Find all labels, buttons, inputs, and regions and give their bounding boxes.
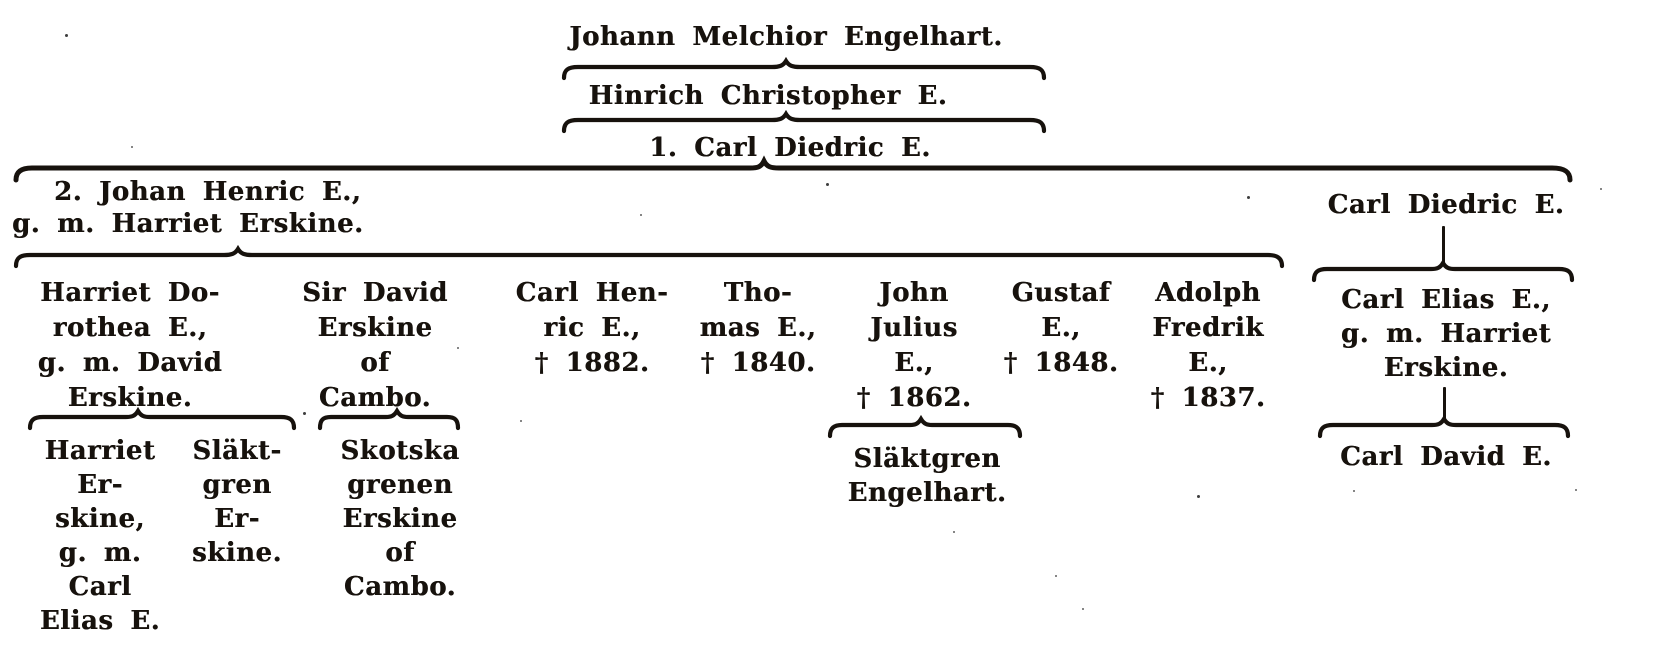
branch-slaktgren-engelhart <box>817 442 1037 510</box>
person-carl-diedric-1: 1. Carl Diedric E. <box>649 133 931 163</box>
scan-speck <box>520 420 522 422</box>
person-name-line: Harriet Do- <box>40 278 220 308</box>
person-name-line: † 1882. <box>534 348 650 378</box>
scan-speck <box>1353 490 1355 492</box>
descent-brace-johan-henric <box>14 248 1284 270</box>
branch-label-line: Skotska <box>340 436 460 466</box>
person-johan-henric <box>12 176 372 240</box>
descent-line-carl-diedric <box>1442 226 1445 264</box>
person-name-line: Elias E. <box>39 606 161 636</box>
branch-label-line: Erskine <box>342 504 458 534</box>
person-gustaf <box>991 276 1131 381</box>
descent-brace-carl-elias-child <box>1318 418 1570 440</box>
person-name-line: 2. Johan Henric E., <box>54 177 362 207</box>
branch-label-line: grenen <box>347 470 453 500</box>
person-name-line: g. m. Harriet <box>1340 319 1552 349</box>
person-name-line: Carl <box>68 572 132 602</box>
person-name-line: † 1848. <box>1003 348 1119 378</box>
branch-label-line: skine. <box>191 538 283 568</box>
person-name-line: † 1862. <box>856 383 972 413</box>
person-john-julius <box>844 276 984 416</box>
branch-label-line: Släktgren <box>853 444 1001 474</box>
branch-label-line: gren <box>202 470 272 500</box>
scan-speck <box>131 146 133 148</box>
person-name-line: Tho- <box>723 278 793 308</box>
scan-speck <box>1247 196 1250 199</box>
person-name-line: Erskine. <box>67 383 193 413</box>
person-name-line: Adolph <box>1155 278 1261 308</box>
scan-speck <box>953 531 955 533</box>
scan-speck <box>1600 188 1602 190</box>
descent-brace-gen1 <box>562 60 1046 82</box>
branch-skotska-grenen <box>325 434 475 604</box>
person-johann-melchior-engelhart: Johann Melchior Engelhart. <box>569 22 1003 52</box>
person-name-line: of <box>360 348 390 378</box>
person-carl-david: Carl David E. <box>1340 442 1552 472</box>
branch-slaktgren-erskine <box>172 434 302 570</box>
scan-speck <box>1197 495 1200 498</box>
person-name-line: Harriet <box>44 436 156 466</box>
person-name-line: Gustaf <box>1011 278 1111 308</box>
person-name-line: rothea E., <box>52 313 208 343</box>
person-carl-elias <box>1315 283 1577 385</box>
person-name-line: Sir David <box>302 278 448 308</box>
person-name-line: mas E., <box>699 313 817 343</box>
descent-brace-sir-david <box>318 410 460 432</box>
person-name-line: skine, <box>54 504 146 534</box>
scan-speck <box>457 347 459 349</box>
person-name-line: † 1840. <box>700 348 816 378</box>
branch-label-line: Släkt- <box>192 436 282 466</box>
person-thomas <box>683 276 833 381</box>
person-harriet-erskine <box>25 434 175 638</box>
branch-label-line: Er- <box>214 504 260 534</box>
branch-label-line: of <box>385 538 415 568</box>
scan-speck <box>303 412 306 415</box>
person-name-line: E., <box>1041 313 1081 343</box>
person-name-line: g. m. David <box>37 348 223 378</box>
person-hinrich-christopher: Hinrich Christopher E. <box>588 81 948 111</box>
scan-speck <box>826 183 829 186</box>
branch-label-line: Engelhart. <box>847 478 1007 508</box>
person-name-line: E., <box>894 348 934 378</box>
person-carl-henric <box>512 276 672 381</box>
person-name-line: Erskine. <box>1383 353 1509 383</box>
person-sir-david-erskine <box>295 276 455 416</box>
person-name-line: g. m. Harriet Erskine. <box>12 209 364 239</box>
descent-line-carl-elias <box>1443 387 1446 420</box>
person-name-line: John <box>879 278 949 308</box>
person-name-line: g. m. <box>58 538 142 568</box>
descent-brace-gen2 <box>562 113 1046 135</box>
person-name-line: Julius <box>870 313 958 343</box>
person-adolph-fredrik <box>1133 276 1283 416</box>
person-name-line: Carl Hen- <box>515 278 669 308</box>
person-name-line: Erskine <box>317 313 433 343</box>
scan-speck <box>65 34 68 37</box>
descent-brace-harriet-dorothea <box>28 410 296 432</box>
scan-speck <box>640 214 642 216</box>
person-name-line: E., <box>1188 348 1228 378</box>
person-carl-diedric-2: Carl Diedric E. <box>1327 190 1565 220</box>
person-name-line: Er- <box>77 470 123 500</box>
person-name-line: ric E., <box>543 313 641 343</box>
branch-label-line: Cambo. <box>343 572 457 602</box>
person-name-line: Carl Elias E., <box>1341 285 1551 315</box>
scan-speck <box>1575 489 1577 491</box>
descent-brace-john-julius <box>828 418 1022 440</box>
descent-brace-carl-diedric <box>1312 262 1574 284</box>
scan-speck <box>1055 575 1057 577</box>
person-name-line: † 1837. <box>1150 383 1266 413</box>
person-name-line: Cambo. <box>318 383 432 413</box>
person-name-line: Fredrik <box>1152 313 1264 343</box>
scan-speck <box>1082 608 1084 610</box>
person-harriet-dorothea <box>25 276 235 416</box>
